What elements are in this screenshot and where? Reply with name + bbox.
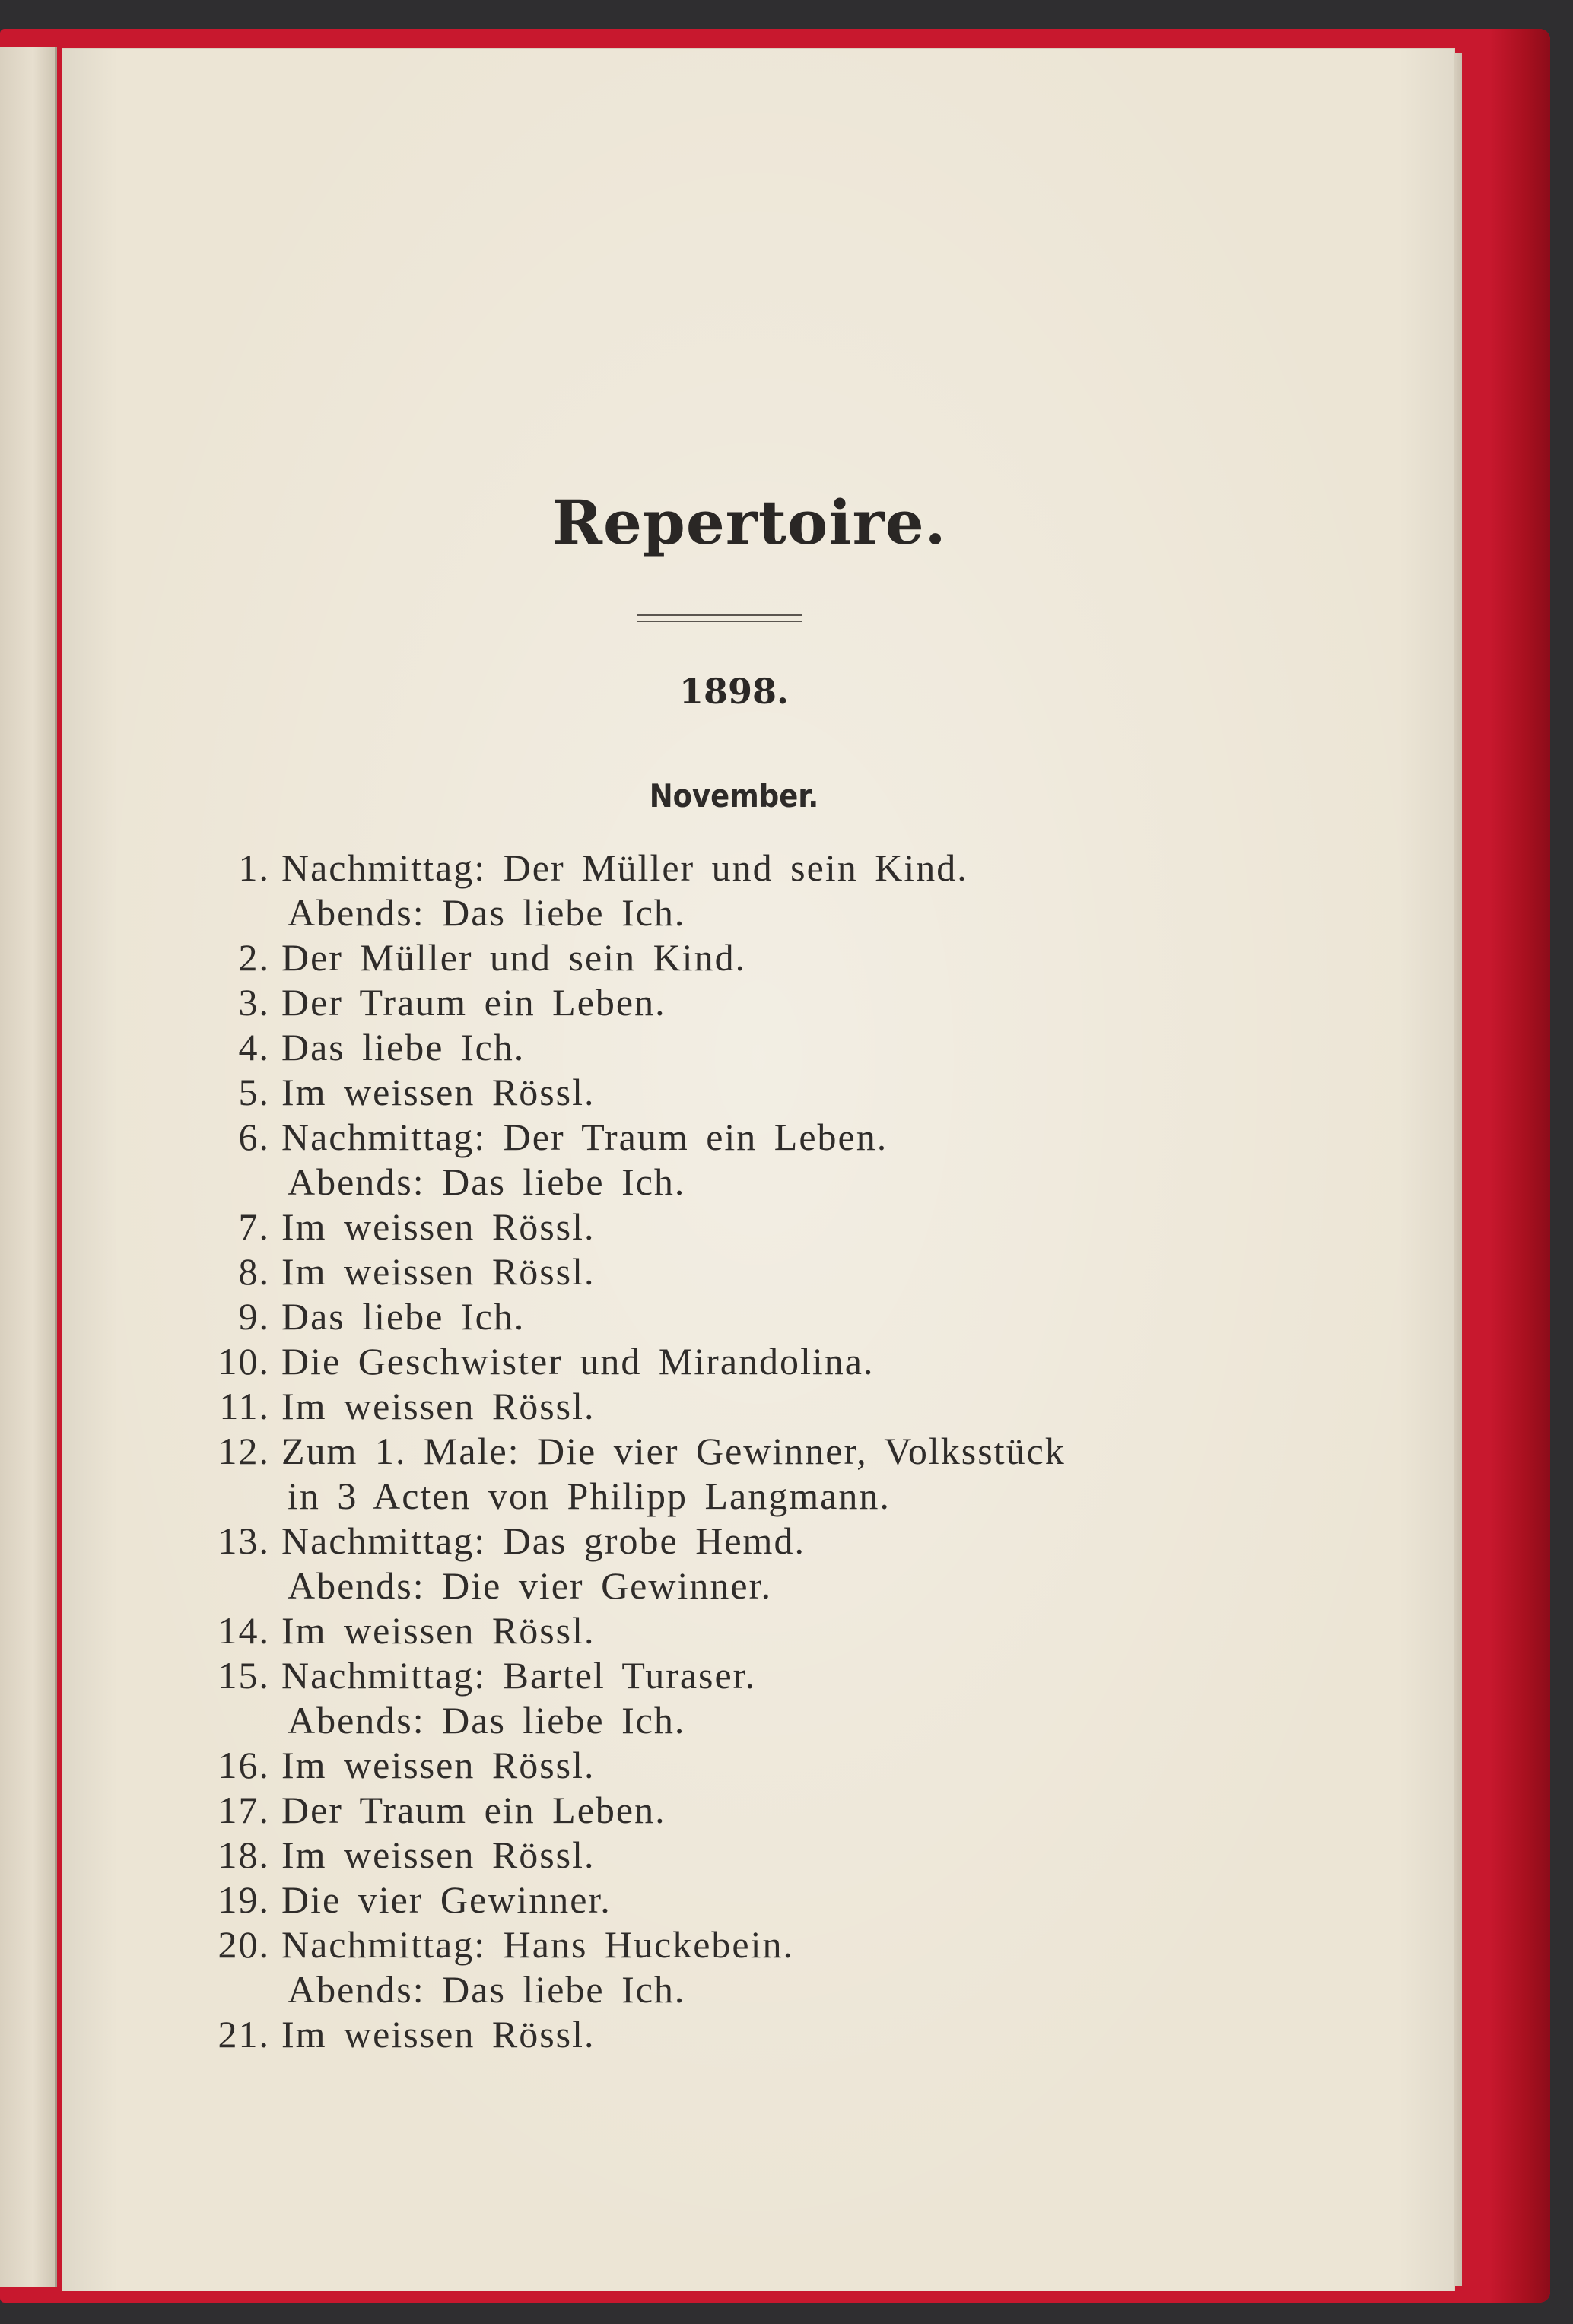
- entry-day-number: 8.: [238, 1250, 270, 1293]
- entry-line: [167, 1160, 1308, 1205]
- repertoire-entry: [167, 1519, 1308, 1608]
- entry-line: [167, 1025, 1308, 1070]
- entry-text: in 3 Acten von Philipp Langmann.: [288, 1475, 891, 1517]
- repertoire-entry: [167, 1025, 1308, 1070]
- entry-text: Im weissen Rössl.: [281, 2013, 596, 2056]
- entry-line: [167, 1878, 1308, 1922]
- cover-edge-shade: [1489, 29, 1550, 2303]
- entry-text: Die vier Gewinner.: [281, 1878, 612, 1921]
- entry-text: Zum 1. Male: Die vier Gewinner, Volksstück: [281, 1430, 1066, 1472]
- entry-day-number: 4.: [238, 1026, 270, 1068]
- repertoire-entry: [167, 1788, 1308, 1833]
- entry-line: [167, 1519, 1308, 1564]
- entry-line: [167, 1249, 1308, 1294]
- repertoire-entry: [167, 1429, 1308, 1519]
- left-page-edge: [0, 47, 57, 2287]
- entry-day-number: 9.: [238, 1295, 270, 1338]
- entry-line: [167, 1833, 1308, 1878]
- entry-line: [167, 891, 1308, 935]
- entry-line: [167, 1294, 1308, 1339]
- entry-day-number: 12.: [218, 1430, 270, 1472]
- entry-day-number: 11.: [219, 1385, 270, 1427]
- entry-indent: [167, 891, 281, 935]
- repertoire-entry: [167, 1384, 1308, 1429]
- repertoire-entry: [167, 846, 1308, 935]
- repertoire-entry: [167, 1608, 1308, 1653]
- repertoire-entry: [167, 2012, 1308, 2057]
- entry-line: [167, 1474, 1308, 1519]
- entry-day-number: 18.: [218, 1833, 270, 1876]
- entry-text: Abends: Das liebe Ich.: [288, 1968, 686, 2011]
- repertoire-entry: [167, 1653, 1308, 1743]
- month-heading: November.: [649, 777, 819, 814]
- entry-line: [167, 1339, 1308, 1384]
- entry-day-number: 10.: [218, 1340, 270, 1383]
- entry-day-number: 13.: [218, 1519, 270, 1562]
- entry-line: [167, 2012, 1308, 2057]
- entry-day-number: 19.: [218, 1878, 270, 1921]
- repertoire-entry: [167, 1070, 1308, 1115]
- entry-indent: [167, 1698, 281, 1743]
- entry-text: Im weissen Rössl.: [281, 1744, 596, 1786]
- entry-line: [167, 846, 1308, 891]
- entry-day-number: 5.: [238, 1071, 270, 1113]
- year-heading: 1898.: [678, 671, 790, 712]
- entry-indent: [167, 1474, 281, 1519]
- double-rule-divider: [637, 614, 802, 622]
- entry-text: Im weissen Rössl.: [281, 1833, 596, 1876]
- entry-line: [167, 1115, 1308, 1160]
- repertoire-entry: [167, 1878, 1308, 1922]
- entry-day-number: 2.: [238, 936, 270, 979]
- entry-line: [167, 1743, 1308, 1788]
- entry-text: Abends: Das liebe Ich.: [288, 1160, 686, 1203]
- entry-indent: [167, 1564, 281, 1608]
- page-stack-edge: [1454, 53, 1462, 2286]
- entry-line: [167, 1384, 1308, 1429]
- repertoire-list: [167, 846, 1308, 2057]
- repertoire-entry: [167, 1205, 1308, 1249]
- repertoire-entry: [167, 1249, 1308, 1294]
- repertoire-entry: [167, 1339, 1308, 1384]
- entry-day-number: 1.: [238, 846, 270, 889]
- entry-line: [167, 980, 1308, 1025]
- entry-day-number: 20.: [218, 1923, 270, 1966]
- entry-line: [167, 1698, 1308, 1743]
- entry-day-number: 7.: [238, 1205, 270, 1248]
- entry-line: [167, 1205, 1308, 1249]
- entry-line: [167, 1070, 1308, 1115]
- entry-line: [167, 1788, 1308, 1833]
- repertoire-entry: [167, 980, 1308, 1025]
- entry-text: Der Müller und sein Kind.: [281, 936, 747, 979]
- repertoire-entry: [167, 1743, 1308, 1788]
- entry-text: Nachmittag: Hans Huckebein.: [281, 1923, 794, 1966]
- entry-day-number: 3.: [238, 981, 270, 1024]
- entry-text: Im weissen Rössl.: [281, 1609, 596, 1652]
- entry-day-number: 14.: [218, 1609, 270, 1652]
- entry-day-number: 21.: [218, 2013, 270, 2056]
- entry-text: Im weissen Rössl.: [281, 1250, 596, 1293]
- repertoire-entry: [167, 935, 1308, 980]
- entry-text: Im weissen Rössl.: [281, 1385, 596, 1427]
- entry-text: Abends: Das liebe Ich.: [288, 891, 686, 934]
- entry-line: [167, 935, 1308, 980]
- entry-text: Die Geschwister und Mirandolina.: [281, 1340, 875, 1383]
- entry-text: Das liebe Ich.: [281, 1295, 526, 1338]
- entry-line: [167, 1564, 1308, 1608]
- entry-day-number: 16.: [218, 1744, 270, 1786]
- entry-text: Nachmittag: Der Müller und sein Kind.: [281, 846, 968, 889]
- entry-line: [167, 1429, 1308, 1474]
- repertoire-entry: [167, 1115, 1308, 1205]
- entry-line: [167, 1653, 1308, 1698]
- repertoire-entry: [167, 1922, 1308, 2012]
- entry-text: Abends: Das liebe Ich.: [288, 1699, 686, 1741]
- entry-text: Nachmittag: Der Traum ein Leben.: [281, 1116, 888, 1158]
- entry-line: [167, 1608, 1308, 1653]
- entry-day-number: 17.: [218, 1789, 270, 1831]
- entry-text: Abends: Die vier Gewinner.: [288, 1564, 772, 1607]
- entry-text: Im weissen Rössl.: [281, 1205, 596, 1248]
- entry-indent: [167, 1160, 281, 1205]
- page-title: Repertoire.: [551, 487, 947, 558]
- entry-text: Der Traum ein Leben.: [281, 1789, 666, 1831]
- entry-text: Nachmittag: Das grobe Hemd.: [281, 1519, 806, 1562]
- repertoire-entry: [167, 1294, 1308, 1339]
- entry-text: Im weissen Rössl.: [281, 1071, 596, 1113]
- entry-day-number: 15.: [218, 1654, 270, 1697]
- entry-day-number: 6.: [238, 1116, 270, 1158]
- entry-indent: [167, 1967, 281, 2012]
- entry-line: [167, 1967, 1308, 2012]
- repertoire-entry: [167, 1833, 1308, 1878]
- entry-text: Das liebe Ich.: [281, 1026, 526, 1068]
- entry-text: Nachmittag: Bartel Turaser.: [281, 1654, 757, 1697]
- entry-line: [167, 1922, 1308, 1967]
- entry-text: Der Traum ein Leben.: [281, 981, 666, 1024]
